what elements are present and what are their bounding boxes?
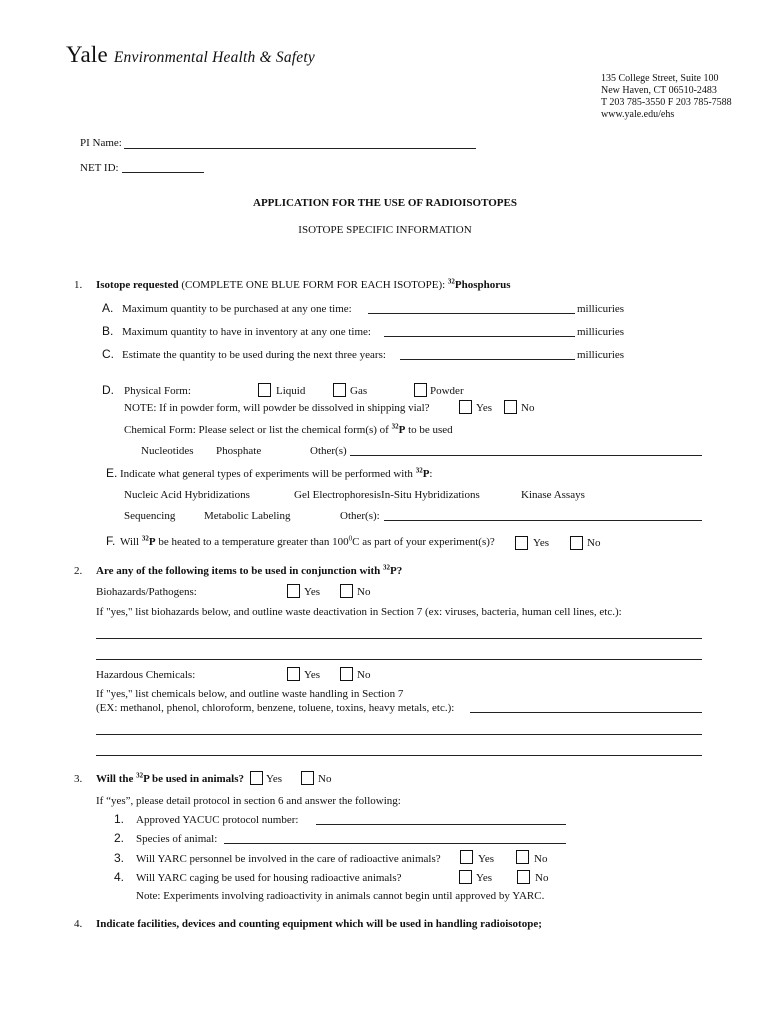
- metabolic-option[interactable]: Metabolic Labeling: [204, 510, 291, 522]
- caging-no-label: No: [535, 872, 549, 884]
- bio-yes-checkbox[interactable]: [287, 584, 300, 598]
- hazardous-label: Hazardous Chemicals:: [96, 669, 196, 681]
- liquid-label: Liquid: [276, 385, 306, 397]
- heat-yes-checkbox[interactable]: [515, 536, 528, 550]
- gas-label: Gas: [350, 385, 368, 397]
- item-c-unit: millicuries: [577, 349, 625, 361]
- bio-no-checkbox[interactable]: [340, 584, 353, 598]
- item-a-letter: A.: [102, 301, 114, 315]
- personnel-yes-checkbox[interactable]: [460, 850, 473, 864]
- hazardous-line-2[interactable]: [96, 755, 702, 756]
- exp-other-field[interactable]: [384, 520, 702, 521]
- item-a-text: Maximum quantity to be purchased at any one time:: [122, 303, 352, 315]
- yarc-caging-question: Will YARC caging be used for housing radioactive animals?: [136, 872, 402, 884]
- powder-no-checkbox[interactable]: [504, 400, 517, 414]
- yale-logo: Yale Environmental Health & Safety: [66, 42, 315, 67]
- bio-yes-label: Yes: [304, 586, 321, 598]
- s3-item-4-number: 4.: [114, 870, 125, 884]
- liquid-checkbox[interactable]: [258, 383, 271, 397]
- species-field[interactable]: [224, 843, 566, 844]
- haz-no-label: No: [357, 669, 371, 681]
- item-c-letter: C.: [102, 347, 114, 361]
- caging-yes-checkbox[interactable]: [459, 870, 472, 884]
- personnel-no-checkbox[interactable]: [516, 850, 529, 864]
- item-d-letter: D.: [102, 383, 114, 397]
- item-b-unit: millicuries: [577, 326, 625, 338]
- powder-note: NOTE: If in powder form, will powder be dissolved in shipping vial?: [124, 402, 430, 414]
- heat-question: Will $^{32}$P be heated to a temperature greater than $100^0C$ as part of your experiment(s)?: [120, 534, 495, 548]
- chem-other-label: Other(s): [310, 445, 347, 457]
- caging-no-checkbox[interactable]: [517, 870, 530, 884]
- item-c-field[interactable]: [400, 359, 575, 360]
- section-3-label: Will the $^{32}$P be used in animals?: [96, 771, 245, 785]
- section-2-label: Are any of the following items to be used in conjunction with $^{32}$P?: [96, 563, 403, 577]
- heat-no-checkbox[interactable]: [570, 536, 583, 550]
- item-c-text: Estimate the quantity to be used during the next three years:: [122, 349, 386, 361]
- animals-no-checkbox[interactable]: [301, 771, 314, 785]
- gas-checkbox[interactable]: [333, 383, 346, 397]
- kinase-option[interactable]: Kinase Assays: [521, 489, 585, 501]
- yacuc-field[interactable]: [316, 824, 566, 825]
- heat-no-label: No: [587, 537, 601, 549]
- caging-yes-label: Yes: [476, 872, 493, 884]
- item-b-field[interactable]: [384, 336, 575, 337]
- hazardous-inline-field[interactable]: [470, 712, 702, 713]
- section-3-number: 3.: [74, 773, 83, 785]
- item-f-letter: F.: [106, 534, 116, 548]
- section-4-number: 4.: [74, 918, 83, 930]
- hazardous-line-1[interactable]: [96, 734, 702, 735]
- biohazards-line-2[interactable]: [96, 659, 702, 660]
- species-label: Species of animal:: [136, 833, 218, 845]
- animals-yes-checkbox[interactable]: [250, 771, 263, 785]
- biohazards-label: Biohazards/Pathogens:: [96, 586, 197, 598]
- powder-no-label: No: [521, 402, 535, 414]
- chemical-form-label: Chemical Form: Please select or list the chemical form(s) of $^{32}$P to be used: [124, 422, 453, 436]
- animals-intro: If “yes”, please detail protocol in section 6 and answer the following:: [96, 795, 401, 807]
- hazardous-note-2: (EX: methanol, phenol, chloroform, benzene, toluene, toxins, heavy metals, etc.):: [96, 702, 455, 714]
- nucleic-acid-option[interactable]: Nucleic Acid Hybridizations: [124, 489, 250, 501]
- haz-yes-checkbox[interactable]: [287, 667, 300, 681]
- net-id-field[interactable]: [122, 172, 204, 173]
- experiments-label: Indicate what general types of experiments will be performed with $^{32}$P:: [120, 466, 433, 480]
- pi-name-field[interactable]: [124, 148, 476, 149]
- s3-item-2-number: 2.: [114, 831, 125, 845]
- item-b-letter: B.: [102, 324, 114, 338]
- section-4-label: Indicate facilities, devices and counting equipment which will be used in handling radioisotope;: [96, 918, 542, 930]
- powder-yes-checkbox[interactable]: [459, 400, 472, 414]
- powder-yes-label: Yes: [476, 402, 493, 414]
- pi-name-label: PI Name:: [80, 137, 122, 149]
- powder-checkbox[interactable]: [414, 383, 427, 397]
- personnel-yes-label: Yes: [478, 853, 495, 865]
- item-a-field[interactable]: [368, 313, 575, 314]
- biohazards-line-1[interactable]: [96, 638, 702, 639]
- haz-yes-label: Yes: [304, 669, 321, 681]
- personnel-no-label: No: [534, 853, 548, 865]
- section-1-number: 1.: [74, 279, 83, 291]
- item-a-unit: millicuries: [577, 303, 625, 315]
- nucleotides-option[interactable]: Nucleotides: [141, 445, 194, 457]
- heat-yes-label: Yes: [533, 537, 550, 549]
- net-id-label: NET ID:: [80, 162, 119, 174]
- yacuc-label: Approved YACUC protocol number:: [136, 814, 299, 826]
- animals-no-label: No: [318, 773, 332, 785]
- sequencing-option[interactable]: Sequencing: [124, 510, 176, 522]
- haz-no-checkbox[interactable]: [340, 667, 353, 681]
- section-2-number: 2.: [74, 565, 83, 577]
- physical-form-label: Physical Form:: [124, 385, 191, 397]
- powder-label: Powder: [430, 385, 464, 397]
- s3-item-1-number: 1.: [114, 812, 125, 826]
- s3-item-3-number: 3.: [114, 851, 125, 865]
- item-e-letter: E.: [106, 466, 118, 480]
- gel-insitu-option[interactable]: Gel ElectrophoresisIn-Situ Hybridizations: [294, 489, 480, 501]
- biohazards-note: If "yes," list biohazards below, and outline waste deactivation in Section 7 (ex: viruses, bacteria, human cell lines, etc.):: [96, 606, 622, 618]
- address-block: 135 College Street, Suite 100 New Haven, CT 06510-2483 T 203 785-3550 F 203 785-7588 www.yale.edu/ehs: [601, 73, 732, 120]
- form-title: APPLICATION FOR THE USE OF RADIOISOTOPES: [253, 197, 517, 209]
- animals-note: Note: Experiments involving radioactivity in animals cannot begin until approved by YARC.: [136, 890, 545, 902]
- phosphate-option[interactable]: Phosphate: [216, 445, 262, 457]
- exp-other-label: Other(s):: [340, 510, 380, 522]
- chem-other-field[interactable]: [350, 455, 702, 456]
- animals-yes-label: Yes: [266, 773, 283, 785]
- eh-s-subtitle: Environmental Health & Safety: [113, 49, 315, 66]
- hazardous-note-1: If "yes," list chemicals below, and outline waste handling in Section 7: [96, 688, 404, 700]
- yarc-personnel-question: Will YARC personnel be involved in the care of radioactive animals?: [136, 853, 441, 865]
- item-b-text: Maximum quantity to have in inventory at any one time:: [122, 326, 371, 338]
- bio-no-label: No: [357, 586, 371, 598]
- section-1-label: Isotope requested (COMPLETE ONE BLUE FORM FOR EACH ISOTOPE): $^{32}$Phosphorus: [96, 277, 511, 291]
- form-subtitle: ISOTOPE SPECIFIC INFORMATION: [298, 224, 472, 236]
